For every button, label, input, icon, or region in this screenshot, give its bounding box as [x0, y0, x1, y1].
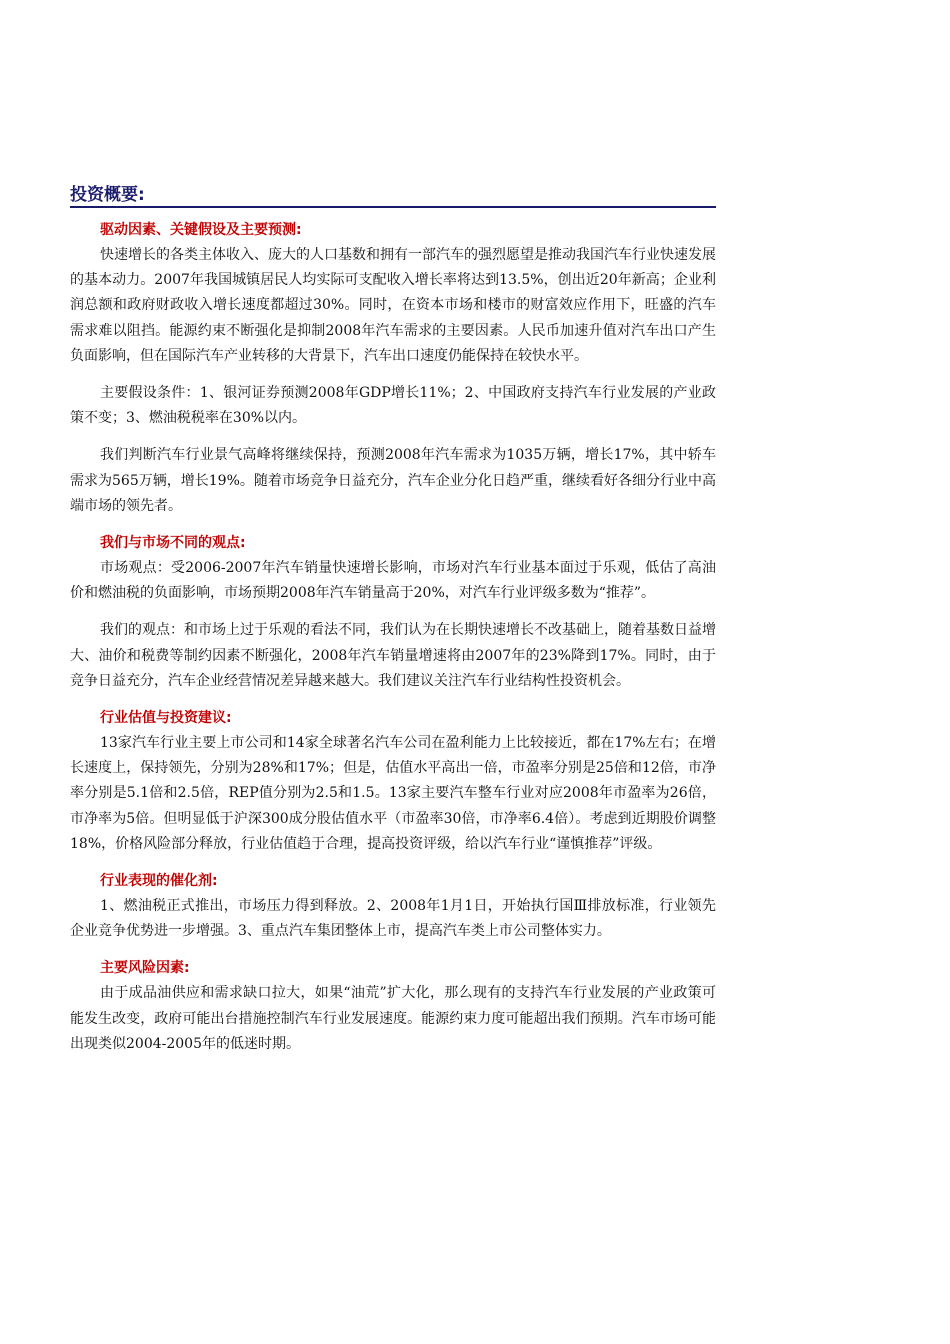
paragraph: 我们的观点：和市场上过于乐观的看法不同，我们认为在长期快速增长不改基础上，随着基数日益增大、油价和税费等制约因素不断强化，2008年汽车销量增速将由2007年的23%降到17%。同时，由于竞争日益充分，汽车企业经营情况差异越来越大。我们建议关注汽车行业结构性投资机会。	[70, 622, 716, 689]
paragraph: 快速增长的各类主体收入、庞大的人口基数和拥有一部汽车的强烈愿望是推动我国汽车行业快速发展的基本动力。2007年我国城镇居民人均实际可支配收入增长率将达到13.5%，创出近20年新高；企业利润总额和政府财政收入增长速度都超过30%。同时，在资本市场和楼市的财富效应作用下，旺盛的汽车需求难以阻挡。能源约束不断强化是抑制2008年汽车需求的主要因素。人民币加速升值对汽车出口产生负面影响，但在国际汽车产业转移的大背景下，汽车出口速度仍能保持在较快水平。	[70, 247, 716, 364]
paragraph: 由于成品油供应和需求缺口拉大，如果“油荒”扩大化，那么现有的支持汽车行业发展的产业政策可能发生改变，政府可能出台措施控制汽车行业发展速度。能源约束力度可能超出我们预期。汽车市场可能出现类似2004-2005年的低迷时期。	[70, 985, 716, 1052]
section-different-view	[70, 531, 716, 694]
section-heading: 我们与市场不同的观点:	[100, 535, 246, 552]
document-body	[70, 218, 716, 1057]
section-risks	[70, 956, 716, 1057]
paragraph: 市场观点：受2006-2007年汽车销量快速增长影响，市场对汽车行业基本面过于乐观，低估了高油价和燃油税的负面影响，市场预期2008年汽车销量高于20%，对汽车行业评级多数为“推荐”。	[70, 560, 716, 602]
section-heading: 行业表现的催化剂:	[100, 873, 218, 890]
section-heading: 驱动因素、关键假设及主要预测:	[100, 222, 302, 238]
section-catalysts	[70, 869, 716, 944]
page-title: 投资概要:	[70, 180, 716, 208]
paragraph: 我们判断汽车行业景气高峰将继续保持，预测2008年汽车需求为1035万辆，增长17%，其中轿车需求为565万辆，增长19%。随着市场竞争日益充分，汽车企业分化日趋严重，继续看好各细分行业中高端市场的领先者。	[70, 447, 716, 514]
section-heading: 主要风险因素:	[100, 960, 190, 977]
paragraph: 13家汽车行业主要上市公司和14家全球著名汽车公司在盈利能力上比较接近，都在17%左右；在增长速度上，保持领先，分别为28%和17%；但是，估值水平高出一倍，市盈率分别是25倍和12倍，市净率分别是5.1倍和2.5倍，REP值分别为2.5和1.5。13家主要汽车整车行业对应2008年市盈率为26倍，市净率为5倍。但明显低于沪深300成分股估值水平（市盈率30倍，市净率6.4倍）。考虑到近期股价调整18%，价格风险部分释放，行业估值趋于合理，提高投资评级，给以汽车行业“谨慎推荐”评级。	[70, 735, 716, 852]
section-heading: 行业估值与投资建议:	[100, 710, 232, 727]
paragraph: 1、燃油税正式推出，市场压力得到释放。2、2008年1月1日，开始执行国Ⅲ排放标准，行业领先企业竞争优势进一步增强。3、重点汽车集团整体上市，提高汽车类上市公司整体实力。	[70, 898, 716, 940]
section-valuation	[70, 706, 716, 857]
paragraph: 主要假设条件：1、银河证券预测2008年GDP增长11%；2、中国政府支持汽车行业发展的产业政策不变；3、燃油税税率在30%以内。	[70, 385, 716, 427]
section-drivers	[70, 218, 716, 519]
